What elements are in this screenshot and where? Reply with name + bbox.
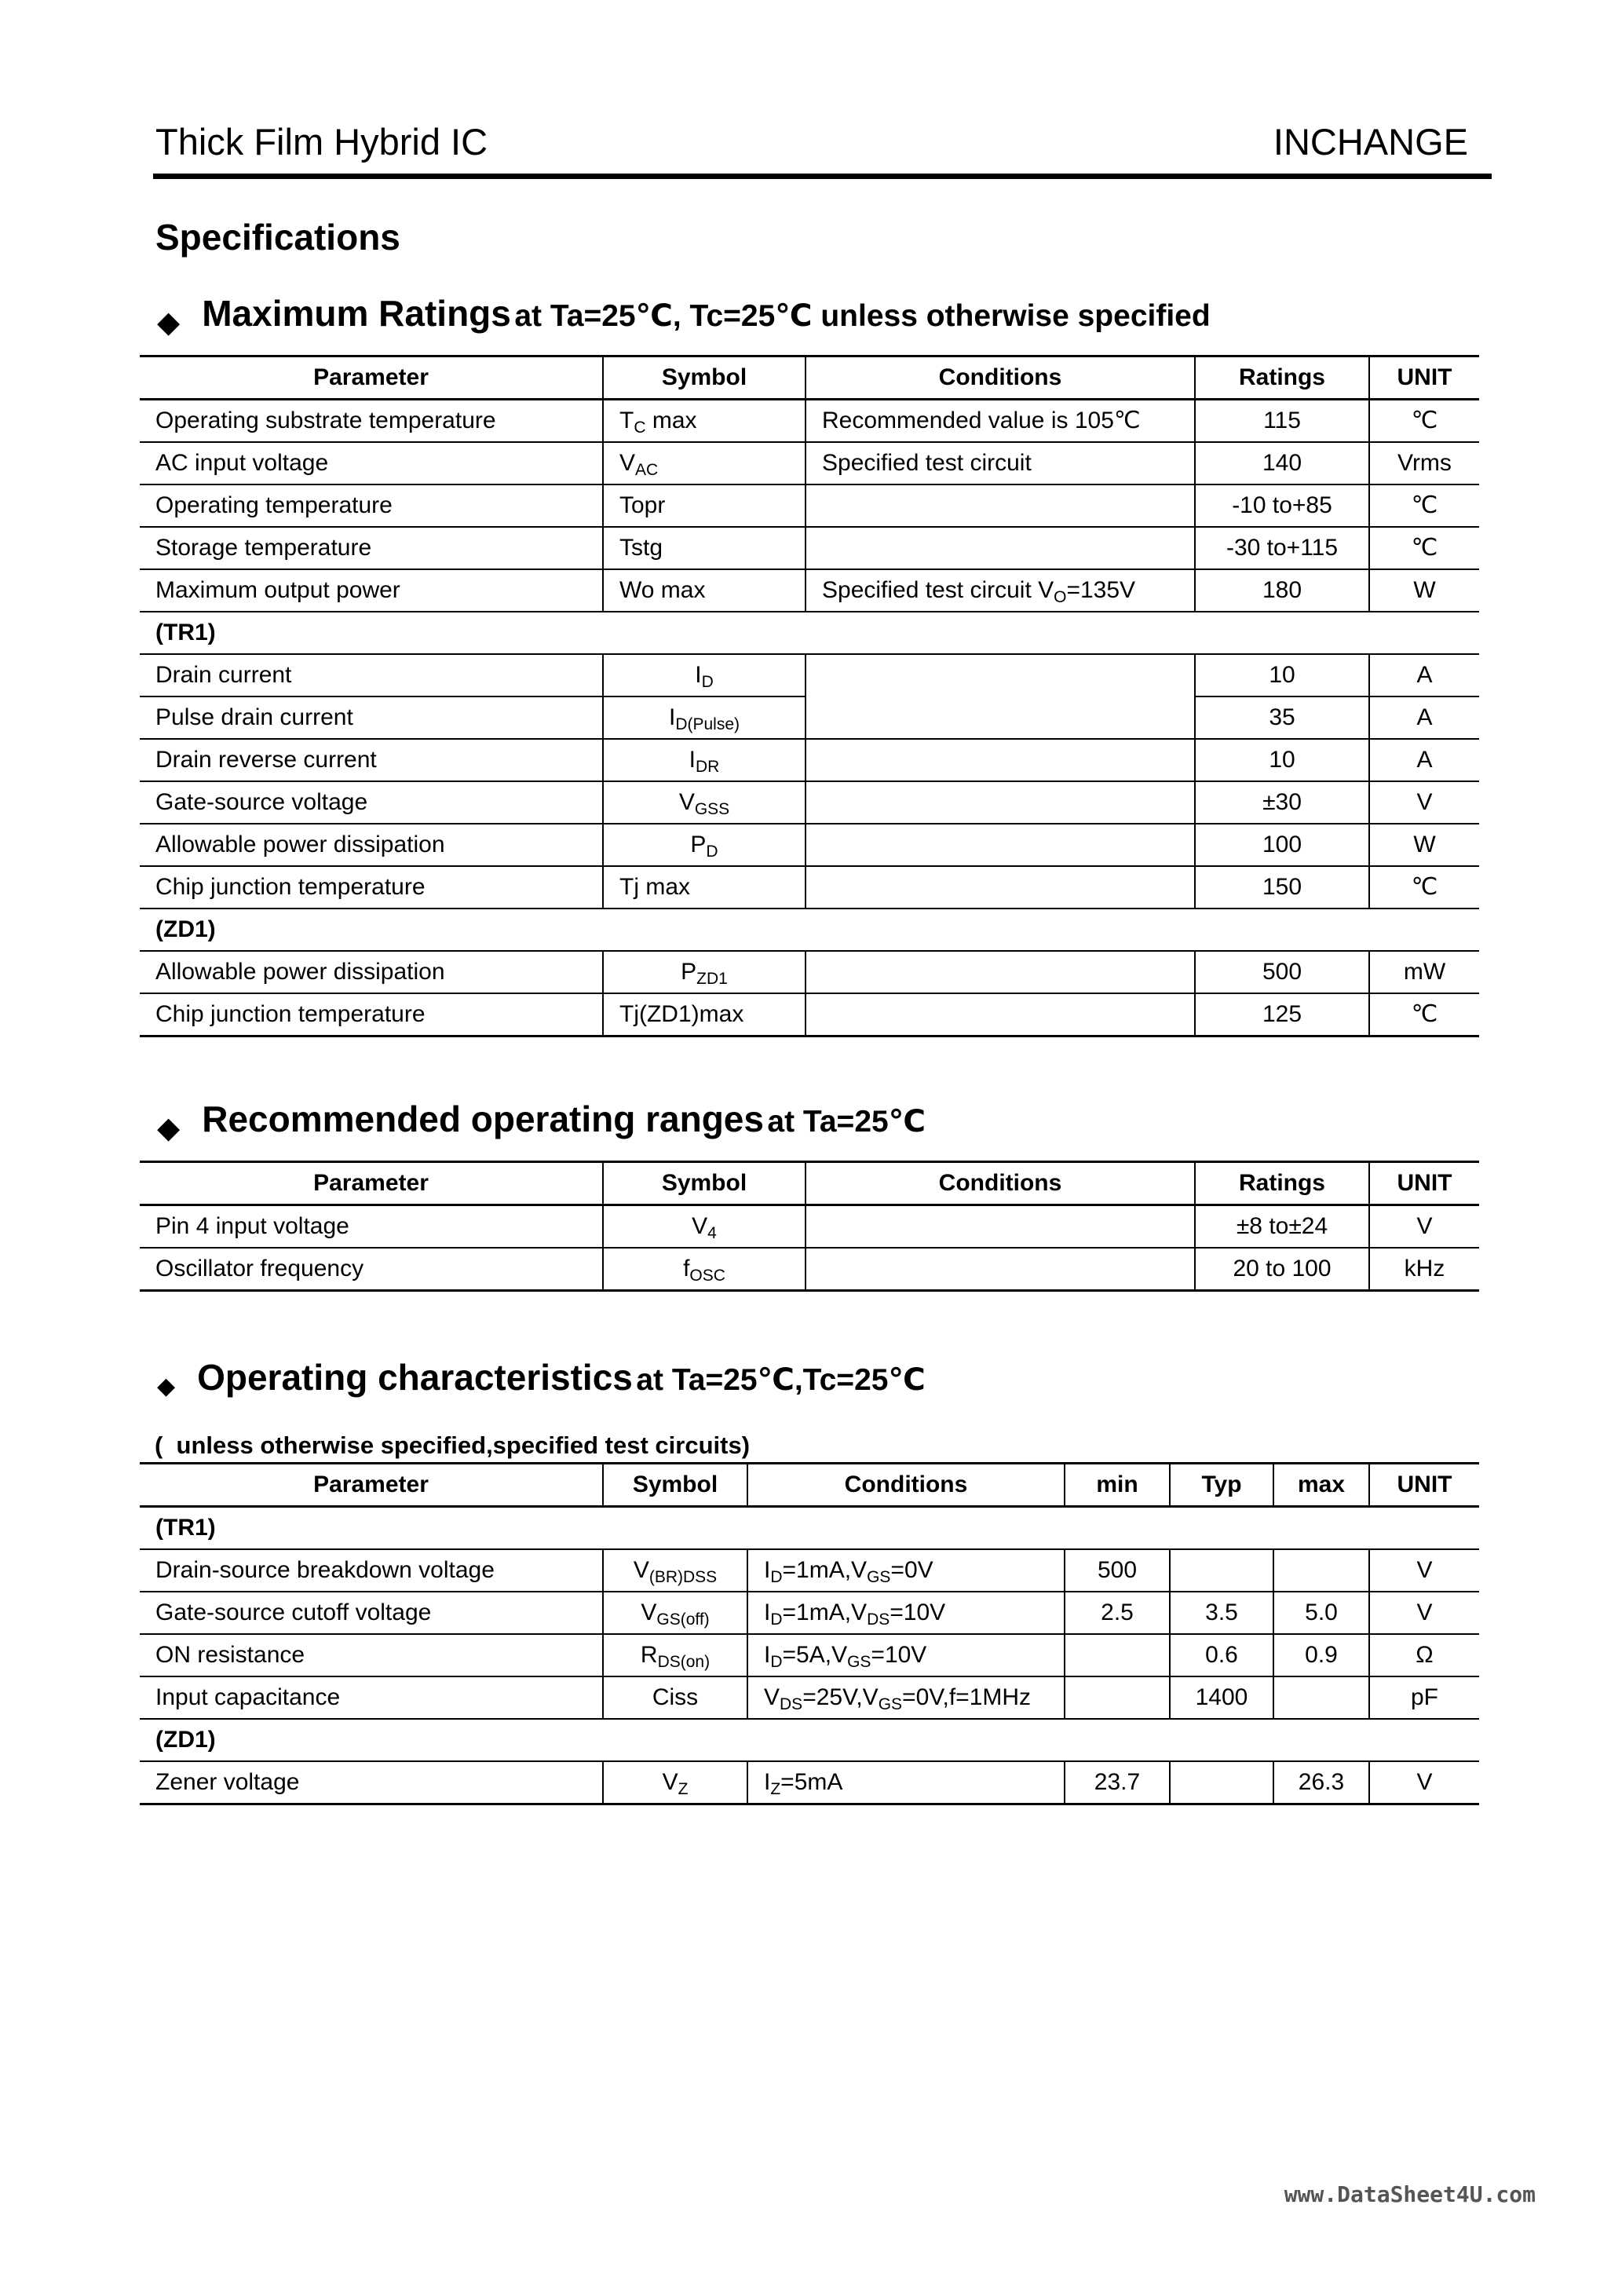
table-header-row: Parameter Symbol Conditions Ratings UNIT [140,356,1479,400]
diamond-bullet-icon: ◆ [157,1373,176,1400]
page-header [155,114,1490,177]
diamond-bullet-icon: ◆ [157,306,181,340]
table-row: Input capacitance Ciss $V_{DS}=25V,V_{GS}=0V,f=1MHz$ 1400 pF [140,1676,1479,1719]
operating-characteristics-heading: ◆ Operating characteristics at Ta=25℃,Tc=25℃ [157,1357,926,1400]
table-row: Drain current $I_D$ 10 A [140,654,1479,696]
table-header-row: Parameter Symbol Conditions Ratings UNIT [140,1162,1479,1205]
group-row: (ZD1) [140,1719,1479,1761]
table-row: Gate-source cutoff voltage $V_{GS(off)}$ $I_D=1mA,V_{DS}=10V$ 2.5 3.5 5.0 V [140,1592,1479,1634]
brand-name: INCHANGE [1273,121,1468,163]
table-row: Oscillator frequency $f_{OSC}$ 20 to 100 kHz [140,1248,1479,1291]
table-row: Operating substrate temperature $T_C$ max Recommended value is 105℃ 115 ℃ [140,400,1479,443]
specifications-heading: Specifications [155,217,400,258]
table-row: Allowable power dissipation $P_D$ 100 W [140,824,1479,866]
table-row: Drain reverse current $I_{DR}$ 10 A [140,739,1479,781]
table-row: Pulse drain current $I_{D(Pulse)}$ 35 A [140,696,1479,739]
document-title: Thick Film Hybrid IC [155,121,488,163]
conditions-note: ( unless otherwise specified,specified test circuits) [155,1431,751,1459]
table-row: Operating temperature Topr -10 to+85 ℃ [140,484,1479,527]
group-row: (TR1) [140,1507,1479,1550]
table-row: Chip junction temperature Tj max 150 ℃ [140,866,1479,909]
table-header-row: Parameter Symbol Conditions min Typ max UNIT [140,1464,1479,1507]
group-row: (TR1) [140,612,1479,654]
operating-characteristics-table [140,1462,1479,1805]
max-ratings-table [140,355,1479,1037]
table-row: Chip junction temperature Tj(ZD1)max 125 ℃ [140,993,1479,1036]
table-row: AC input voltage $V_{AC}$ Specified test circuit 140 Vrms [140,442,1479,484]
recommended-ranges-heading: ◆ Recommended operating ranges at Ta=25℃ [157,1099,926,1146]
table-row: Zener voltage $V_Z$ $I_Z=5mA$ 23.7 26.3 V [140,1761,1479,1804]
table-row: Maximum output power Wo max Specified test circuit $V_O=135V$ 180 W [140,569,1479,612]
max-ratings-heading: ◆ Maximum Ratings at Ta=25℃, Tc=25℃ unless otherwise specified [157,293,1211,340]
diamond-bullet-icon: ◆ [157,1112,181,1146]
table-row: Allowable power dissipation $P_{ZD1}$ 500 mW [140,951,1479,993]
group-row: (ZD1) [140,909,1479,951]
table-row: Storage temperature Tstg -30 to+115 ℃ [140,527,1479,569]
table-row: ON resistance $R_{DS(on)}$ $I_D=5A,V_{GS}=10V$ 0.6 0.9 Ω [140,1634,1479,1676]
table-row: Pin 4 input voltage $V_4$ ±8 to±24 V [140,1205,1479,1249]
header-divider [153,174,1492,179]
recommended-ranges-table [140,1161,1479,1292]
watermark-url[interactable]: www.DataSheet4U.com [1284,2181,1536,2207]
table-row: Drain-source breakdown voltage $V_{(BR)DSS}$ $I_D=1mA,V_{GS}=0V$ 500 V [140,1549,1479,1592]
table-row: Gate-source voltage $V_{GSS}$ ±30 V [140,781,1479,824]
